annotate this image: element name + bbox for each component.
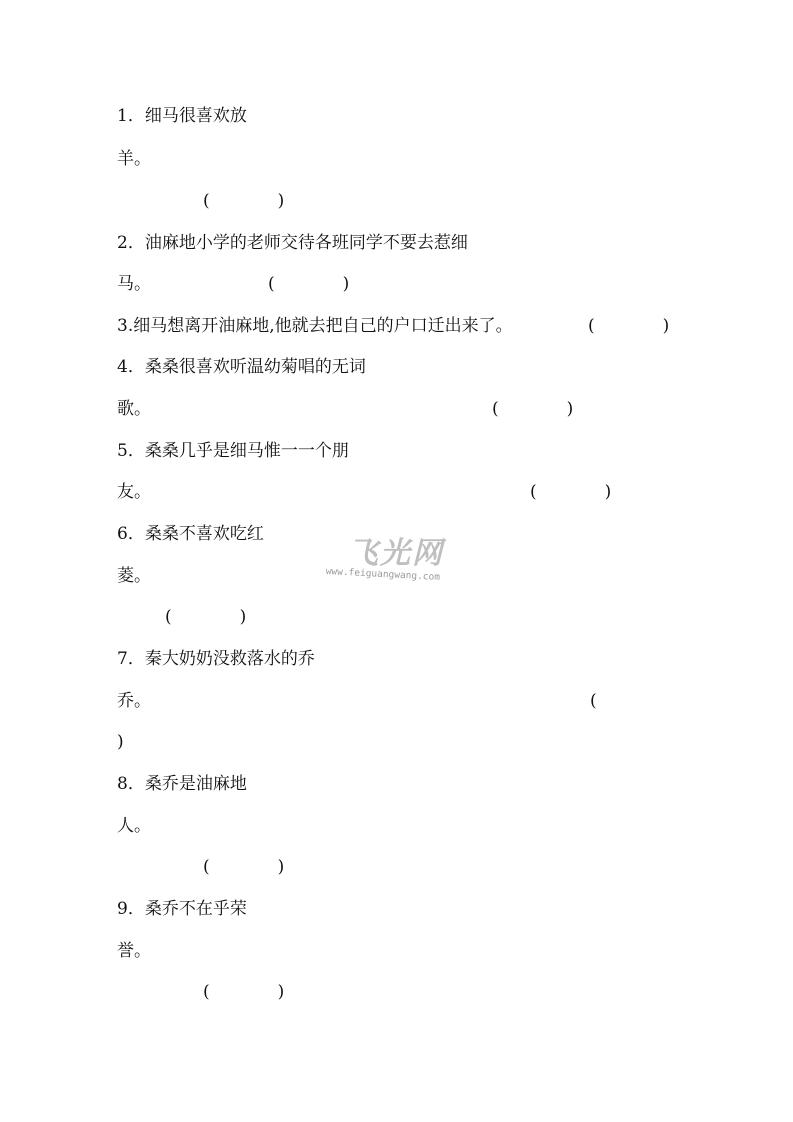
q8-text-cont: 人。	[117, 816, 151, 836]
q9-text: 9．桑乔不在乎荣	[117, 899, 247, 919]
q4-text: 4．桑桑很喜欢听温幼菊唱的无词	[117, 357, 366, 377]
q1-text-cont: 羊。	[117, 149, 151, 169]
q1-answer-blank: ( )	[203, 191, 285, 211]
watermark	[326, 528, 466, 588]
q2-text-cont: 马。	[117, 274, 151, 294]
q7-answer-close: )	[117, 732, 124, 752]
q4-text-cont: 歌。	[117, 399, 151, 419]
q6-text-cont: 菱。	[117, 566, 151, 586]
q9-text-cont: 誉。	[117, 941, 151, 961]
q3-text: 3.细马想离开油麻地,他就去把自己的户口迁出来了。	[117, 316, 513, 336]
q1-text: 1．细马很喜欢放	[117, 106, 247, 126]
q7-answer-open: (	[590, 691, 597, 711]
q6-answer-blank: ( )	[165, 607, 247, 627]
q3-answer-blank: ( )	[588, 316, 670, 336]
q5-text-cont: 友。	[117, 482, 151, 502]
q6-text: 6．桑桑不喜欢吃红	[117, 524, 264, 544]
q7-text: 7．秦大奶奶没救落水的乔	[117, 649, 315, 669]
q7-text-cont: 乔。	[117, 691, 151, 711]
q9-answer-blank: ( )	[203, 982, 285, 1002]
q2-text: 2．油麻地小学的老师交待各班同学不要去惹细	[117, 233, 468, 253]
q8-text: 8．桑乔是油麻地	[117, 774, 247, 794]
watermark-logo: 飞光网	[348, 536, 444, 571]
watermark-url: www.feiguangwang.com	[325, 566, 441, 583]
q5-answer-blank: ( )	[530, 482, 612, 502]
q8-answer-blank: ( )	[203, 857, 285, 877]
q4-answer-blank: ( )	[492, 399, 574, 419]
q2-answer-blank: ( )	[268, 274, 350, 294]
q5-text: 5．桑桑几乎是细马惟一一个朋	[117, 441, 349, 461]
